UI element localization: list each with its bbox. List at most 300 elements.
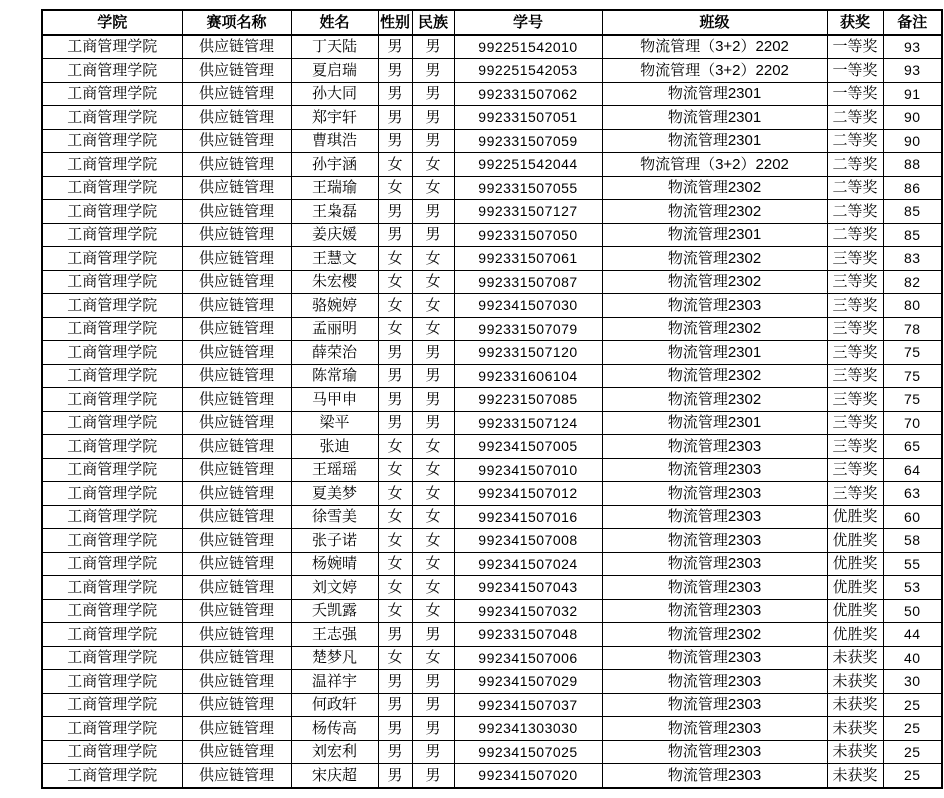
cell-student-id: 992341507008 (454, 529, 602, 553)
cell-gender: 女 (378, 247, 412, 271)
cell-college: 工商管理学院 (42, 599, 182, 623)
cell-competition-name: 供应链管理 (182, 388, 291, 412)
cell-student-id: 992251542010 (454, 35, 602, 59)
cell-class: 物流管理2303 (602, 670, 827, 694)
column-header-name: 姓名 (291, 10, 378, 35)
cell-remark: 60 (883, 505, 942, 529)
cell-college: 工商管理学院 (42, 223, 182, 247)
cell-college: 工商管理学院 (42, 482, 182, 506)
table-row (42, 693, 942, 717)
cell-class: 物流管理2303 (602, 599, 827, 623)
cell-student-id: 992331507059 (454, 129, 602, 153)
cell-gender: 男 (378, 341, 412, 365)
cell-remark: 40 (883, 646, 942, 670)
cell-college: 工商管理学院 (42, 294, 182, 318)
cell-name: 张迪 (291, 435, 378, 459)
cell-award: 未获奖 (827, 693, 883, 717)
cell-ethnicity: 男 (412, 623, 454, 647)
cell-ethnicity: 女 (412, 599, 454, 623)
cell-remark: 44 (883, 623, 942, 647)
cell-award: 未获奖 (827, 740, 883, 764)
table-row (42, 294, 942, 318)
table-row (42, 482, 942, 506)
cell-award: 三等奖 (827, 435, 883, 459)
cell-class: 物流管理2303 (602, 764, 827, 788)
table-body (42, 35, 942, 788)
cell-name: 何政轩 (291, 693, 378, 717)
cell-student-id: 992251542044 (454, 153, 602, 177)
cell-competition-name: 供应链管理 (182, 670, 291, 694)
cell-student-id: 992331507061 (454, 247, 602, 271)
cell-class: 物流管理2301 (602, 129, 827, 153)
cell-competition-name: 供应链管理 (182, 176, 291, 200)
cell-award: 优胜奖 (827, 505, 883, 529)
cell-name: 王慧文 (291, 247, 378, 271)
cell-gender: 女 (378, 458, 412, 482)
cell-college: 工商管理学院 (42, 317, 182, 341)
cell-gender: 女 (378, 317, 412, 341)
table-row (42, 270, 942, 294)
cell-student-id: 992331507055 (454, 176, 602, 200)
cell-class: 物流管理2303 (602, 576, 827, 600)
cell-gender: 男 (378, 740, 412, 764)
table-row (42, 364, 942, 388)
cell-student-id: 992231507085 (454, 388, 602, 412)
cell-college: 工商管理学院 (42, 106, 182, 130)
cell-college: 工商管理学院 (42, 576, 182, 600)
cell-competition-name: 供应链管理 (182, 576, 291, 600)
cell-class: 物流管理2302 (602, 270, 827, 294)
cell-gender: 女 (378, 153, 412, 177)
cell-remark: 75 (883, 341, 942, 365)
cell-class: 物流管理2303 (602, 717, 827, 741)
cell-college: 工商管理学院 (42, 435, 182, 459)
cell-class: 物流管理2303 (602, 294, 827, 318)
cell-ethnicity: 男 (412, 364, 454, 388)
cell-student-id: 992341507037 (454, 693, 602, 717)
cell-award: 一等奖 (827, 82, 883, 106)
cell-class: 物流管理2302 (602, 623, 827, 647)
table-row (42, 153, 942, 177)
cell-student-id: 992331507050 (454, 223, 602, 247)
cell-student-id: 992331507048 (454, 623, 602, 647)
cell-college: 工商管理学院 (42, 59, 182, 83)
table-row (42, 576, 942, 600)
cell-ethnicity: 女 (412, 552, 454, 576)
cell-gender: 女 (378, 294, 412, 318)
cell-award: 三等奖 (827, 388, 883, 412)
cell-award: 优胜奖 (827, 599, 883, 623)
cell-gender: 女 (378, 270, 412, 294)
cell-gender: 女 (378, 505, 412, 529)
cell-award: 未获奖 (827, 670, 883, 694)
cell-ethnicity: 男 (412, 693, 454, 717)
cell-award: 三等奖 (827, 411, 883, 435)
table-row (42, 623, 942, 647)
cell-gender: 女 (378, 482, 412, 506)
cell-gender: 男 (378, 106, 412, 130)
cell-student-id: 992331507062 (454, 82, 602, 106)
table-row (42, 176, 942, 200)
table-row (42, 247, 942, 271)
cell-competition-name: 供应链管理 (182, 623, 291, 647)
cell-student-id: 992341507030 (454, 294, 602, 318)
cell-remark: 85 (883, 200, 942, 224)
cell-award: 二等奖 (827, 200, 883, 224)
cell-class: 物流管理2303 (602, 529, 827, 553)
cell-gender: 男 (378, 411, 412, 435)
cell-ethnicity: 女 (412, 153, 454, 177)
cell-student-id: 992341507032 (454, 599, 602, 623)
table-row (42, 129, 942, 153)
cell-name: 刘宏利 (291, 740, 378, 764)
cell-gender: 男 (378, 388, 412, 412)
cell-remark: 70 (883, 411, 942, 435)
cell-class: 物流管理2303 (602, 458, 827, 482)
cell-class: 物流管理2303 (602, 482, 827, 506)
cell-class: 物流管理2303 (602, 435, 827, 459)
cell-remark: 30 (883, 670, 942, 694)
cell-name: 张子诺 (291, 529, 378, 553)
cell-name: 杨婉晴 (291, 552, 378, 576)
cell-remark: 90 (883, 129, 942, 153)
cell-ethnicity: 女 (412, 435, 454, 459)
cell-ethnicity: 女 (412, 247, 454, 271)
cell-college: 工商管理学院 (42, 388, 182, 412)
cell-ethnicity: 男 (412, 200, 454, 224)
cell-class: 物流管理2302 (602, 317, 827, 341)
cell-class: 物流管理2303 (602, 505, 827, 529)
cell-student-id: 992341507043 (454, 576, 602, 600)
cell-college: 工商管理学院 (42, 341, 182, 365)
cell-gender: 女 (378, 176, 412, 200)
cell-college: 工商管理学院 (42, 270, 182, 294)
cell-remark: 86 (883, 176, 942, 200)
cell-college: 工商管理学院 (42, 364, 182, 388)
cell-gender: 男 (378, 59, 412, 83)
cell-class: 物流管理2303 (602, 646, 827, 670)
cell-competition-name: 供应链管理 (182, 482, 291, 506)
cell-gender: 男 (378, 693, 412, 717)
cell-college: 工商管理学院 (42, 411, 182, 435)
cell-award: 二等奖 (827, 223, 883, 247)
cell-class: 物流管理2303 (602, 552, 827, 576)
cell-college: 工商管理学院 (42, 646, 182, 670)
cell-award: 优胜奖 (827, 623, 883, 647)
cell-remark: 58 (883, 529, 942, 553)
cell-competition-name: 供应链管理 (182, 693, 291, 717)
cell-remark: 91 (883, 82, 942, 106)
column-header-remark: 备注 (883, 10, 942, 35)
cell-competition-name: 供应链管理 (182, 740, 291, 764)
cell-award: 三等奖 (827, 364, 883, 388)
table-row (42, 82, 942, 106)
cell-student-id: 992341507016 (454, 505, 602, 529)
cell-remark: 65 (883, 435, 942, 459)
cell-student-id: 992341507012 (454, 482, 602, 506)
cell-college: 工商管理学院 (42, 176, 182, 200)
cell-name: 王瑶瑶 (291, 458, 378, 482)
cell-remark: 75 (883, 388, 942, 412)
cell-ethnicity: 女 (412, 482, 454, 506)
cell-award: 三等奖 (827, 247, 883, 271)
cell-name: 夏启瑞 (291, 59, 378, 83)
cell-remark: 85 (883, 223, 942, 247)
cell-college: 工商管理学院 (42, 552, 182, 576)
cell-award: 优胜奖 (827, 552, 883, 576)
cell-student-id: 992341507029 (454, 670, 602, 694)
cell-gender: 男 (378, 223, 412, 247)
cell-competition-name: 供应链管理 (182, 364, 291, 388)
cell-ethnicity: 女 (412, 576, 454, 600)
table-row (42, 764, 942, 788)
cell-name: 丁天陆 (291, 35, 378, 59)
cell-gender: 男 (378, 717, 412, 741)
cell-name: 楚梦凡 (291, 646, 378, 670)
cell-award: 一等奖 (827, 35, 883, 59)
cell-name: 刘文婷 (291, 576, 378, 600)
column-header-student-id: 学号 (454, 10, 602, 35)
table-row (42, 341, 942, 365)
cell-competition-name: 供应链管理 (182, 317, 291, 341)
cell-award: 二等奖 (827, 106, 883, 130)
cell-gender: 女 (378, 552, 412, 576)
cell-competition-name: 供应链管理 (182, 82, 291, 106)
cell-competition-name: 供应链管理 (182, 35, 291, 59)
cell-class: 物流管理（3+2）2202 (602, 35, 827, 59)
table-row (42, 529, 942, 553)
cell-competition-name: 供应链管理 (182, 552, 291, 576)
cell-class: 物流管理2303 (602, 740, 827, 764)
cell-ethnicity: 男 (412, 35, 454, 59)
cell-gender: 男 (378, 35, 412, 59)
cell-ethnicity: 男 (412, 740, 454, 764)
cell-class: 物流管理（3+2）2202 (602, 153, 827, 177)
awards-table (41, 9, 943, 789)
cell-name: 骆婉婷 (291, 294, 378, 318)
table-row (42, 505, 942, 529)
cell-class: 物流管理2301 (602, 341, 827, 365)
header-row (42, 10, 942, 35)
table-row (42, 670, 942, 694)
column-header-ethnicity: 民族 (412, 10, 454, 35)
cell-name: 温祥宇 (291, 670, 378, 694)
cell-remark: 83 (883, 247, 942, 271)
cell-name: 宋庆超 (291, 764, 378, 788)
cell-remark: 53 (883, 576, 942, 600)
cell-name: 姜庆媛 (291, 223, 378, 247)
cell-award: 三等奖 (827, 294, 883, 318)
cell-college: 工商管理学院 (42, 247, 182, 271)
table-row (42, 411, 942, 435)
cell-ethnicity: 男 (412, 764, 454, 788)
cell-ethnicity: 男 (412, 59, 454, 83)
cell-ethnicity: 男 (412, 341, 454, 365)
cell-award: 三等奖 (827, 458, 883, 482)
cell-class: 物流管理2302 (602, 364, 827, 388)
cell-ethnicity: 男 (412, 106, 454, 130)
cell-award: 三等奖 (827, 317, 883, 341)
cell-student-id: 992331507127 (454, 200, 602, 224)
cell-remark: 63 (883, 482, 942, 506)
table-row (42, 317, 942, 341)
cell-class: 物流管理2302 (602, 200, 827, 224)
cell-student-id: 992331507079 (454, 317, 602, 341)
cell-competition-name: 供应链管理 (182, 505, 291, 529)
cell-award: 一等奖 (827, 59, 883, 83)
cell-college: 工商管理学院 (42, 129, 182, 153)
cell-remark: 25 (883, 717, 942, 741)
table-row (42, 388, 942, 412)
cell-ethnicity: 男 (412, 388, 454, 412)
cell-competition-name: 供应链管理 (182, 435, 291, 459)
cell-student-id: 992341507020 (454, 764, 602, 788)
cell-ethnicity: 女 (412, 270, 454, 294)
cell-student-id: 992251542053 (454, 59, 602, 83)
cell-gender: 男 (378, 364, 412, 388)
cell-college: 工商管理学院 (42, 764, 182, 788)
table-row (42, 435, 942, 459)
cell-remark: 25 (883, 693, 942, 717)
cell-gender: 男 (378, 764, 412, 788)
cell-class: 物流管理2301 (602, 82, 827, 106)
cell-ethnicity: 男 (412, 129, 454, 153)
cell-name: 夏美梦 (291, 482, 378, 506)
cell-award: 二等奖 (827, 153, 883, 177)
column-header-class: 班级 (602, 10, 827, 35)
cell-name: 梁平 (291, 411, 378, 435)
cell-remark: 80 (883, 294, 942, 318)
cell-competition-name: 供应链管理 (182, 599, 291, 623)
cell-remark: 93 (883, 35, 942, 59)
cell-remark: 82 (883, 270, 942, 294)
cell-name: 曹琪浩 (291, 129, 378, 153)
cell-ethnicity: 女 (412, 317, 454, 341)
column-header-gender: 性别 (378, 10, 412, 35)
cell-name: 孟丽明 (291, 317, 378, 341)
cell-student-id: 992331606104 (454, 364, 602, 388)
cell-award: 未获奖 (827, 764, 883, 788)
cell-competition-name: 供应链管理 (182, 646, 291, 670)
cell-remark: 90 (883, 106, 942, 130)
cell-competition-name: 供应链管理 (182, 411, 291, 435)
table-row (42, 223, 942, 247)
cell-remark: 88 (883, 153, 942, 177)
cell-competition-name: 供应链管理 (182, 458, 291, 482)
cell-gender: 女 (378, 576, 412, 600)
cell-college: 工商管理学院 (42, 670, 182, 694)
cell-competition-name: 供应链管理 (182, 153, 291, 177)
cell-remark: 55 (883, 552, 942, 576)
cell-class: 物流管理2302 (602, 176, 827, 200)
cell-student-id: 992341507010 (454, 458, 602, 482)
table-row (42, 717, 942, 741)
column-header-award: 获奖 (827, 10, 883, 35)
cell-remark: 50 (883, 599, 942, 623)
cell-ethnicity: 男 (412, 717, 454, 741)
cell-remark: 93 (883, 59, 942, 83)
cell-gender: 女 (378, 599, 412, 623)
table-row (42, 552, 942, 576)
cell-award: 未获奖 (827, 646, 883, 670)
cell-college: 工商管理学院 (42, 153, 182, 177)
cell-name: 王枭磊 (291, 200, 378, 224)
cell-competition-name: 供应链管理 (182, 294, 291, 318)
cell-gender: 男 (378, 670, 412, 694)
cell-class: 物流管理（3+2）2202 (602, 59, 827, 83)
cell-college: 工商管理学院 (42, 82, 182, 106)
cell-class: 物流管理2301 (602, 223, 827, 247)
table-row (42, 599, 942, 623)
cell-remark: 78 (883, 317, 942, 341)
cell-student-id: 992331507124 (454, 411, 602, 435)
cell-competition-name: 供应链管理 (182, 106, 291, 130)
cell-student-id: 992331507051 (454, 106, 602, 130)
cell-college: 工商管理学院 (42, 740, 182, 764)
cell-competition-name: 供应链管理 (182, 764, 291, 788)
cell-name: 薛荣治 (291, 341, 378, 365)
cell-ethnicity: 女 (412, 646, 454, 670)
cell-student-id: 992341507005 (454, 435, 602, 459)
table-row (42, 740, 942, 764)
cell-student-id: 992341507024 (454, 552, 602, 576)
cell-ethnicity: 男 (412, 82, 454, 106)
cell-gender: 男 (378, 623, 412, 647)
cell-award: 二等奖 (827, 129, 883, 153)
cell-name: 孙宇涵 (291, 153, 378, 177)
cell-ethnicity: 男 (412, 223, 454, 247)
cell-award: 三等奖 (827, 270, 883, 294)
cell-competition-name: 供应链管理 (182, 223, 291, 247)
table-row (42, 646, 942, 670)
cell-college: 工商管理学院 (42, 505, 182, 529)
cell-remark: 75 (883, 364, 942, 388)
cell-remark: 64 (883, 458, 942, 482)
cell-ethnicity: 女 (412, 176, 454, 200)
cell-student-id: 992331507087 (454, 270, 602, 294)
cell-name: 徐雪美 (291, 505, 378, 529)
cell-name: 朱宏樱 (291, 270, 378, 294)
cell-name: 马甲申 (291, 388, 378, 412)
table-row (42, 458, 942, 482)
cell-ethnicity: 男 (412, 411, 454, 435)
cell-competition-name: 供应链管理 (182, 59, 291, 83)
cell-gender: 男 (378, 82, 412, 106)
cell-award: 三等奖 (827, 341, 883, 365)
cell-competition-name: 供应链管理 (182, 270, 291, 294)
cell-college: 工商管理学院 (42, 529, 182, 553)
cell-class: 物流管理2301 (602, 411, 827, 435)
column-header-college: 学院 (42, 10, 182, 35)
cell-ethnicity: 男 (412, 670, 454, 694)
cell-name: 郑宇轩 (291, 106, 378, 130)
table-row (42, 200, 942, 224)
cell-student-id: 992341507006 (454, 646, 602, 670)
cell-competition-name: 供应链管理 (182, 529, 291, 553)
cell-competition-name: 供应链管理 (182, 247, 291, 271)
cell-class: 物流管理2302 (602, 247, 827, 271)
cell-name: 杨传高 (291, 717, 378, 741)
cell-college: 工商管理学院 (42, 717, 182, 741)
cell-gender: 女 (378, 646, 412, 670)
cell-ethnicity: 女 (412, 505, 454, 529)
cell-class: 物流管理2302 (602, 388, 827, 412)
cell-gender: 女 (378, 529, 412, 553)
table-row (42, 35, 942, 59)
cell-competition-name: 供应链管理 (182, 717, 291, 741)
cell-student-id: 992341303030 (454, 717, 602, 741)
cell-ethnicity: 女 (412, 529, 454, 553)
